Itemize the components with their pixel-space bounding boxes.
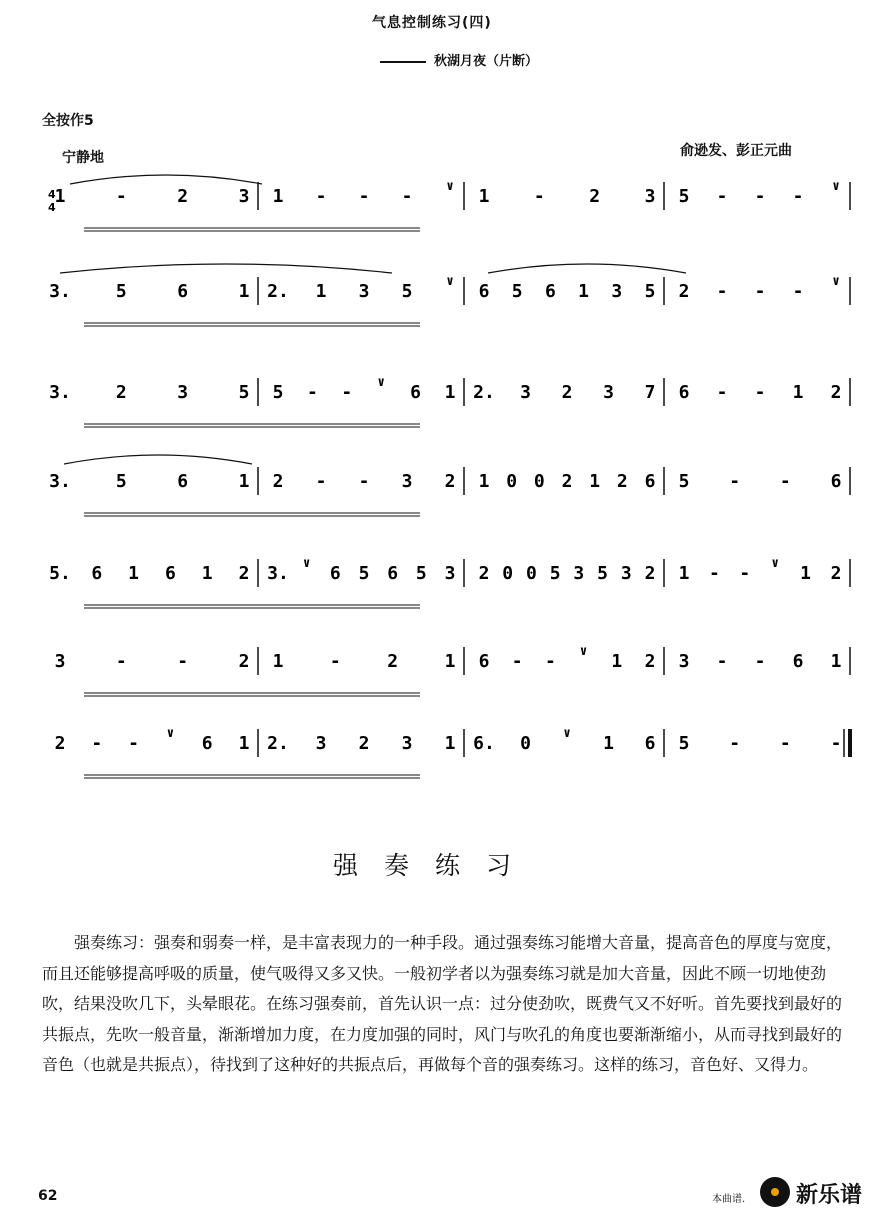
jianpu-note: 1: [830, 651, 842, 672]
jianpu-note: -: [716, 382, 728, 403]
breath-mark: ∨: [446, 179, 454, 194]
jianpu-note: 1: [272, 651, 284, 672]
jianpu-note: 5: [597, 563, 608, 584]
jianpu-note: -: [830, 733, 842, 754]
slur-arc: [64, 455, 252, 464]
site-logo: 新乐谱: [796, 1183, 863, 1208]
jianpu-note: 3: [401, 733, 413, 754]
jianpu-note: 2: [358, 733, 370, 754]
jianpu-note: -: [792, 186, 804, 207]
jianpu-note: 5: [115, 471, 127, 492]
jianpu-note: 6: [478, 651, 490, 672]
jianpu-note: 2: [387, 651, 399, 672]
jianpu-note: 6: [678, 382, 690, 403]
jianpu-note: 0: [526, 563, 537, 584]
jianpu-note: -: [544, 651, 556, 672]
jianpu-note: -: [358, 471, 370, 492]
jianpu-note: -: [792, 281, 804, 302]
page-number: 62: [38, 1188, 58, 1204]
breath-mark: ∨: [771, 556, 780, 571]
jianpu-note: 5: [272, 382, 284, 403]
jianpu-note: 2.: [473, 382, 495, 403]
composer-credit: 俞逊发、彭正元曲: [680, 143, 792, 159]
fingering-note: 全按作5: [42, 113, 94, 129]
breath-mark: ∨: [563, 726, 571, 741]
jianpu-note: -: [754, 186, 766, 207]
jianpu-note: 3.: [49, 382, 71, 403]
jianpu-note: 6: [177, 281, 189, 302]
jianpu-note: 5: [238, 382, 250, 403]
jianpu-note: 1: [444, 651, 456, 672]
jianpu-note: 2: [616, 471, 628, 492]
jianpu-note: 2: [177, 186, 189, 207]
jianpu-note: 0: [533, 471, 545, 492]
tempo-marking: 宁静地: [62, 150, 104, 166]
jianpu-note: 5: [549, 563, 561, 584]
jianpu-note: 5: [415, 563, 427, 584]
jianpu-note: 2.: [267, 281, 289, 302]
time-signature-top: 4: [48, 188, 56, 201]
jianpu-note: 2: [561, 382, 573, 403]
jianpu-note: 1: [238, 471, 250, 492]
jianpu-note: -: [533, 186, 545, 207]
jianpu-note: 1: [238, 733, 250, 754]
jianpu-note: 6: [644, 471, 656, 492]
jianpu-note: 2: [238, 651, 250, 672]
jianpu-note: 3: [401, 471, 413, 492]
jianpu-note: -: [306, 382, 318, 403]
jianpu-note: 2: [238, 563, 250, 584]
jianpu-note: -: [754, 281, 766, 302]
jianpu-note: 5.: [49, 563, 71, 584]
jianpu-note: -: [329, 651, 341, 672]
breath-mark: ∨: [832, 274, 840, 289]
jianpu-note: 2: [272, 471, 284, 492]
jianpu-note: 6: [792, 651, 804, 672]
jianpu-note: -: [315, 186, 327, 207]
jianpu-note: 3: [611, 281, 623, 302]
slur-arc: [70, 175, 262, 184]
jianpu-note: -: [115, 186, 127, 207]
jianpu-note: 6: [644, 733, 656, 754]
jianpu-note: 6: [544, 281, 556, 302]
jianpu-note: -: [754, 382, 766, 403]
jianpu-note: -: [779, 733, 791, 754]
jianpu-note: 6: [830, 471, 842, 492]
jianpu-note: 1: [578, 281, 590, 302]
jianpu-note: -: [729, 471, 741, 492]
subtitle-text: 秋湖月夜（片断）: [434, 54, 539, 69]
jianpu-note: -: [511, 651, 523, 672]
jianpu-note: 0: [520, 733, 531, 754]
jianpu-note: 2: [115, 382, 127, 403]
jianpu-note: 1: [201, 563, 213, 584]
breath-mark: ∨: [377, 375, 386, 390]
jianpu-note: -: [708, 563, 720, 584]
jianpu-note: 2: [561, 471, 573, 492]
jianpu-note: 3: [603, 382, 614, 403]
jianpu-note: 3.: [49, 471, 71, 492]
slur-arc: [488, 264, 686, 273]
jianpu-note: -: [358, 186, 370, 207]
jianpu-note: 6: [91, 563, 103, 584]
jianpu-note: 5: [511, 281, 523, 302]
jianpu-note: 1: [444, 382, 456, 403]
jianpu-note: -: [315, 471, 327, 492]
jianpu-note: 7: [644, 382, 656, 403]
jianpu-note: 6: [201, 733, 213, 754]
jianpu-note: -: [716, 186, 728, 207]
jianpu-note: 3: [573, 563, 585, 584]
footer-source-label: 本曲谱.: [712, 1194, 746, 1205]
jianpu-note: 3: [238, 186, 250, 207]
breath-mark: ∨: [302, 556, 311, 571]
jianpu-note: 3: [177, 382, 189, 403]
jianpu-note: 3: [520, 382, 531, 403]
jianpu-note: 3: [678, 651, 690, 672]
jianpu-note: 1: [792, 382, 804, 403]
jianpu-note: 2: [589, 186, 601, 207]
jianpu-note: 5: [115, 281, 127, 302]
jianpu-note: 1: [54, 186, 66, 207]
jianpu-note: 6.: [473, 733, 495, 754]
jianpu-note: 3: [444, 563, 456, 584]
jianpu-note: 2: [444, 471, 456, 492]
breath-mark: ∨: [166, 726, 175, 741]
exercise-title: 气息控制练习(四): [372, 15, 492, 31]
jianpu-note: 6: [410, 382, 422, 403]
jianpu-note: 6: [478, 281, 490, 302]
jianpu-note: 1: [603, 733, 614, 754]
section-title: 强奏练习: [333, 851, 538, 880]
jianpu-note: 1: [128, 563, 140, 584]
jianpu-note: 1: [272, 186, 284, 207]
jianpu-note: 5: [358, 563, 370, 584]
slur-arc: [60, 264, 392, 273]
jianpu-note: 3: [358, 281, 370, 302]
jianpu-note: -: [779, 471, 791, 492]
jianpu-note: 5: [678, 471, 690, 492]
jianpu-note: -: [177, 651, 189, 672]
jianpu-note: 5: [644, 281, 656, 302]
jianpu-note: 0: [502, 563, 514, 584]
jianpu-note: 2.: [267, 733, 289, 754]
body-paragraph: [42, 928, 842, 1081]
jianpu-note: 5: [678, 733, 690, 754]
jianpu-note: 3.: [267, 563, 289, 584]
jianpu-note: 2: [830, 382, 842, 403]
jianpu-note: -: [716, 281, 728, 302]
jianpu-note: -: [754, 651, 766, 672]
paragraph-text: 强奏练习：强奏和弱奏一样，是丰富表现力的一种手段。通过强奏练习能增大音量，提高音色的厚度与宽度，而且还能够提高呼吸的质量，使气吸得又多又快。一般初学者以为强奏练习就是加大音量，因此不顾一切地使劲吹，结果没吹几下，头晕眼花。在练习强奏前，首先认识一点：过分使劲吹，既费气又不好听。首先要找到最好的共振点，先吹一般音量，渐渐增加力度，在力度加强的同时，风门与吹孔的角度也要渐渐缩小，从而寻找到最好的音色（也就是共振点），待找到了这种好的共振点后，再做每个音的强奏练习。这样的练习，音色好、又得力。: [42, 933, 843, 1074]
jianpu-note: 2: [830, 563, 842, 584]
jianpu-note: 3.: [49, 281, 71, 302]
jianpu-note: -: [716, 651, 728, 672]
jianpu-note: -: [401, 186, 413, 207]
jianpu-note: 0: [506, 471, 518, 492]
jianpu-note: 3: [644, 186, 656, 207]
jianpu-note: 1: [611, 651, 623, 672]
breath-mark: ∨: [832, 179, 840, 194]
jianpu-note: 1: [315, 281, 327, 302]
jianpu-note: 2: [644, 651, 656, 672]
jianpu-note: -: [91, 733, 103, 754]
jianpu-note: 3: [54, 651, 66, 672]
jianpu-note: 6: [177, 471, 189, 492]
jianpu-note: 3: [315, 733, 327, 754]
jianpu-note: 2: [678, 281, 690, 302]
jianpu-note: 1: [678, 563, 690, 584]
jianpu-note: 6: [329, 563, 341, 584]
jianpu-note: 1: [800, 563, 812, 584]
jianpu-note: 6: [387, 563, 399, 584]
jianpu-note: 5: [678, 186, 690, 207]
breath-mark: ∨: [446, 274, 454, 289]
disc-logo-icon: [760, 1177, 790, 1207]
jianpu-note: -: [729, 733, 741, 754]
jianpu-note: 2: [54, 733, 66, 754]
jianpu-note: -: [739, 563, 751, 584]
time-signature-bottom: 4: [48, 201, 56, 214]
jianpu-note: 1: [589, 471, 601, 492]
jianpu-note: 1: [478, 186, 490, 207]
jianpu-note: -: [128, 733, 140, 754]
jianpu-note: -: [341, 382, 353, 403]
jianpu-note: 6: [164, 563, 176, 584]
jianpu-note: 2: [644, 563, 656, 584]
jianpu-note: 1: [444, 733, 456, 754]
jianpu-note: 1: [478, 471, 490, 492]
breath-mark: ∨: [579, 644, 588, 659]
jianpu-note: 3: [620, 563, 632, 584]
jianpu-note: -: [115, 651, 127, 672]
jianpu-note: 1: [238, 281, 250, 302]
jianpu-note: 2: [478, 563, 490, 584]
jianpu-note: 5: [401, 281, 413, 302]
